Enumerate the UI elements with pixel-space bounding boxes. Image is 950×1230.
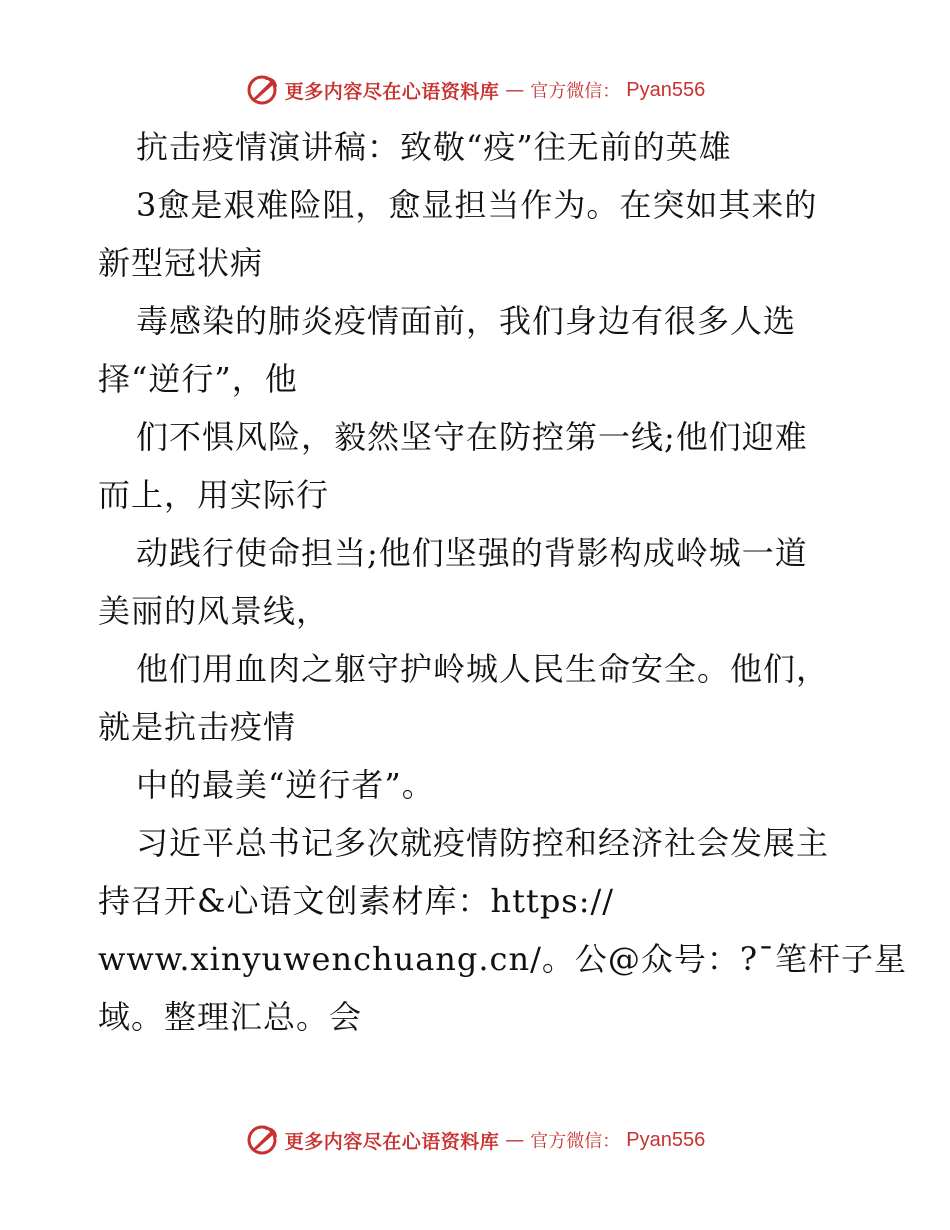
paragraph-line: www.xinyuwenchuang.cn/。公@众号：?¯笔杆子星 (98, 940, 908, 978)
paragraph-line: 毒感染的肺炎疫情面前，我们身边有很多人选 (136, 302, 797, 340)
paragraph-line: 他们用血肉之躯守护岭城人民生命安全。他们， (136, 650, 830, 688)
paragraph-line: 域。整理汇总。会 (98, 998, 363, 1036)
footer-wechat-id: Pyan556 (626, 1128, 706, 1151)
footer-separator: — (505, 1129, 525, 1151)
header-wechat-id: Pyan556 (626, 78, 706, 101)
header-wechat-label: 官方微信： (530, 81, 621, 102)
quill-logo-icon (245, 73, 279, 107)
paragraph-line: 而上，用实际行 (98, 476, 330, 514)
quill-logo-icon (245, 1123, 279, 1157)
document-title: 抗击疫情演讲稿：致敬“疫”往无前的英雄 (136, 128, 732, 166)
footer-brand: 更多内容尽在心语资料库 (284, 1130, 500, 1153)
paragraph-line: 3愈是艰难险阻，愈显担当作为。在突如其来的 (136, 186, 818, 224)
paragraph-line: 美丽的风景线， (98, 592, 330, 630)
footer-banner (0, 1120, 950, 1160)
paragraph-line: 择“逆行”，他 (98, 360, 298, 398)
paragraph-line: 习近平总书记多次就疫情防控和经济社会发展主 (136, 824, 830, 862)
document-body (98, 118, 908, 1046)
header-brand: 更多内容尽在心语资料库 (284, 80, 500, 103)
paragraph-line: 新型冠状病 (98, 244, 264, 282)
paragraph-line: 持召开&心语文创素材库：https:// (98, 882, 615, 920)
paragraph-line: 动践行使命担当;他们坚强的背影构成岭城一道 (136, 534, 808, 572)
paragraph-line: 们不惧风险，毅然坚守在防控第一线;他们迎难 (136, 418, 808, 456)
header-banner (0, 70, 950, 110)
paragraph-line: 中的最美“逆行者”。 (136, 766, 435, 804)
footer-wechat-label: 官方微信： (530, 1131, 621, 1152)
header-separator: — (505, 79, 525, 101)
paragraph-line: 就是抗击疫情 (98, 708, 297, 746)
